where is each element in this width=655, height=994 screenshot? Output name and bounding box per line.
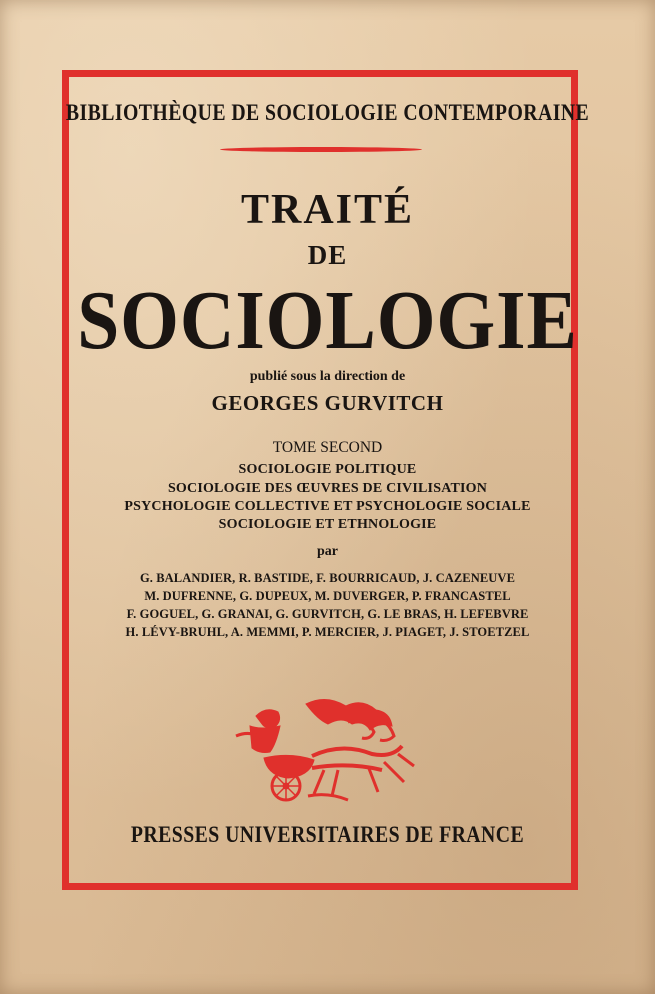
subject-line: SOCIOLOGIE ET ETHNOLOGIE: [218, 517, 437, 532]
volume-label: TOME SECOND: [272, 439, 383, 456]
series-title: BIBLIOTHÈQUE DE SOCIOLOGIE CONTEMPORAINE: [65, 100, 590, 125]
title-line-sociologie: SOCIOLOGIE: [77, 274, 578, 367]
subject-line: SOCIOLOGIE POLITIQUE: [238, 462, 417, 477]
chariot-horses-logo-icon: [228, 696, 418, 806]
authors-line: F. GOGUEL, G. GRANAI, G. GURVITCH, G. LE BRAS, H. LEFEBVRE: [126, 607, 529, 621]
published-under-text: publié sous la direction de: [249, 369, 406, 384]
publisher-name: PRESSES UNIVERSITAIRES DE FRANCE: [130, 822, 525, 847]
subject-line: SOCIOLOGIE DES ŒUVRES DE CIVILISATION: [167, 481, 488, 496]
authors-line: M. DUFRENNE, G. DUPEUX, M. DUVERGER, P. FRANCASTEL: [144, 589, 511, 603]
authors-line: H. LÉVY-BRUHL, A. MEMMI, P. MERCIER, J. PIAGET, J. STOETZEL: [125, 625, 530, 639]
editor-name: GEORGES GURVITCH: [211, 391, 444, 415]
red-divider-rule: [220, 147, 422, 152]
by-label: par: [317, 544, 338, 559]
title-line-traite: TRAITÉ: [240, 187, 415, 233]
title-line-de: DE: [307, 240, 348, 270]
subject-line: PSYCHOLOGIE COLLECTIVE ET PSYCHOLOGIE SOCIALE: [124, 499, 531, 514]
authors-line: G. BALANDIER, R. BASTIDE, F. BOURRICAUD, J. CAZENEUVE: [139, 571, 516, 585]
